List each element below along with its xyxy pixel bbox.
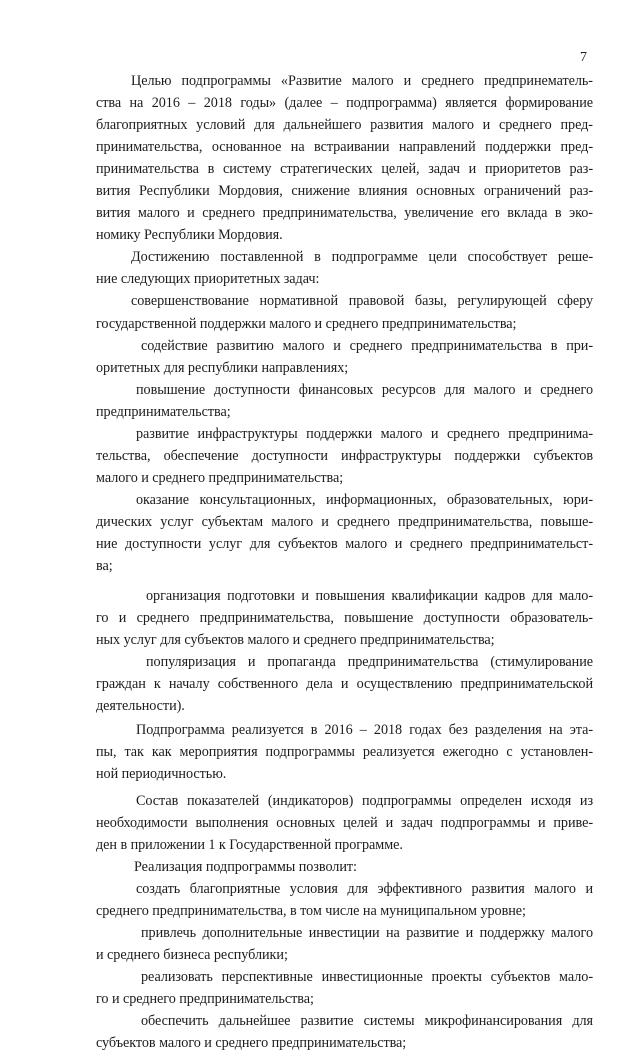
- text-line: малого и среднего предпринимательства;: [96, 469, 344, 486]
- text-line: субъектов малого и среднего предпринимательства;: [96, 1035, 407, 1052]
- text-line: ден в приложении 1 к Государственной программе.: [96, 836, 403, 853]
- text-line: содействие развитию малого и среднего предпринимательства в при-: [141, 337, 593, 354]
- text-line: ние следующих приоритетных задач:: [96, 271, 320, 288]
- text-line: популяризация и пропаганда предпринимательства (стимулирование: [146, 654, 593, 671]
- text-line: привлечь дополнительные инвестиции на развитие и поддержку малого: [141, 924, 593, 941]
- text-line: предпринимательства;: [96, 403, 231, 420]
- text-line: деятельности).: [96, 698, 185, 715]
- text-line: граждан к началу собственного дела и осуществлению предпринимательской: [96, 676, 593, 693]
- text-line: и среднего бизнеса республики;: [96, 946, 288, 963]
- text-line: вития малого и среднего предпринимательства, увеличение его вклада в эко-: [96, 205, 593, 222]
- text-line: оказание консультационных, информационных, образовательных, юри-: [136, 491, 593, 508]
- text-line: среднего предпринимательства, в том числе на муниципальном уровне;: [96, 902, 526, 919]
- text-line: вития Республики Мордовия, снижение влияния основных ограничений раз-: [96, 183, 593, 200]
- text-line: ва;: [96, 558, 113, 575]
- text-line: Достижению поставленной в подпрограмме цели способствует реше-: [131, 249, 593, 266]
- text-line: принимательства в систему стратегических целей, задач и приоритетов раз-: [96, 161, 593, 178]
- text-line: ной периодичностью.: [96, 766, 227, 783]
- document-body: [96, 70, 593, 1054]
- text-line: го и среднего предпринимательства, повышение доступности образователь-: [96, 610, 593, 627]
- text-line: организация подготовки и повышения квалификации кадров для мало-: [146, 588, 593, 605]
- text-line: пы, так как мероприятия подпрограммы реализуется ежегодно с установлен-: [96, 744, 593, 761]
- text-line: обеспечить дальнейшее развитие системы микрофинансирования для: [141, 1012, 593, 1029]
- text-line: создать благоприятные условия для эффективного развития малого и: [136, 880, 593, 897]
- page-number: 7: [580, 50, 587, 65]
- text-line: совершенствование нормативной правовой базы, регулирующей сферу: [131, 293, 593, 310]
- text-line: тельства, обеспечение доступности инфраструктуры поддержки субъектов: [96, 447, 593, 464]
- text-line: Реализация подпрограммы позволит:: [134, 858, 357, 875]
- text-line: принимательства, основанное на встраивании направлений поддержки пред-: [96, 139, 593, 156]
- text-line: развитие инфраструктуры поддержки малого и среднего предпринима-: [136, 425, 593, 442]
- text-line: номику Республики Мордовия.: [96, 227, 283, 244]
- text-line: реализовать перспективные инвестиционные проекты субъектов мало-: [141, 968, 593, 985]
- text-line: Целью подпрограммы «Развитие малого и среднего предпринематель-: [131, 73, 593, 89]
- text-line: ства на 2016 – 2018 годы» (далее – подпрограмма) является формирование: [96, 95, 593, 112]
- text-line: дических услуг субъектам малого и среднего предпринимательства, повыше-: [96, 513, 593, 530]
- text-line: оритетных для республики направлениях;: [96, 359, 349, 376]
- text-line: необходимости выполнения основных целей и задач подпрограммы и приве-: [96, 814, 593, 831]
- text-line: Подпрограмма реализуется в 2016 – 2018 годах без разделения на эта-: [136, 722, 593, 739]
- text-line: Состав показателей (индикаторов) подпрограммы определен исходя из: [136, 792, 593, 809]
- text-line: го и среднего предпринимательства;: [96, 990, 314, 1007]
- text-line: повышение доступности финансовых ресурсов для малого и среднего: [136, 381, 593, 398]
- text-line: государственной поддержки малого и среднего предпринимательства;: [96, 315, 517, 332]
- text-line: ных услуг для субъектов малого и среднего предпринимательства;: [96, 632, 495, 649]
- text-line: благоприятных условий для дальнейшего развития малого и среднего пред-: [96, 117, 593, 134]
- text-line: ние доступности услуг для субъектов малого и среднего предпринимательст-: [96, 535, 593, 552]
